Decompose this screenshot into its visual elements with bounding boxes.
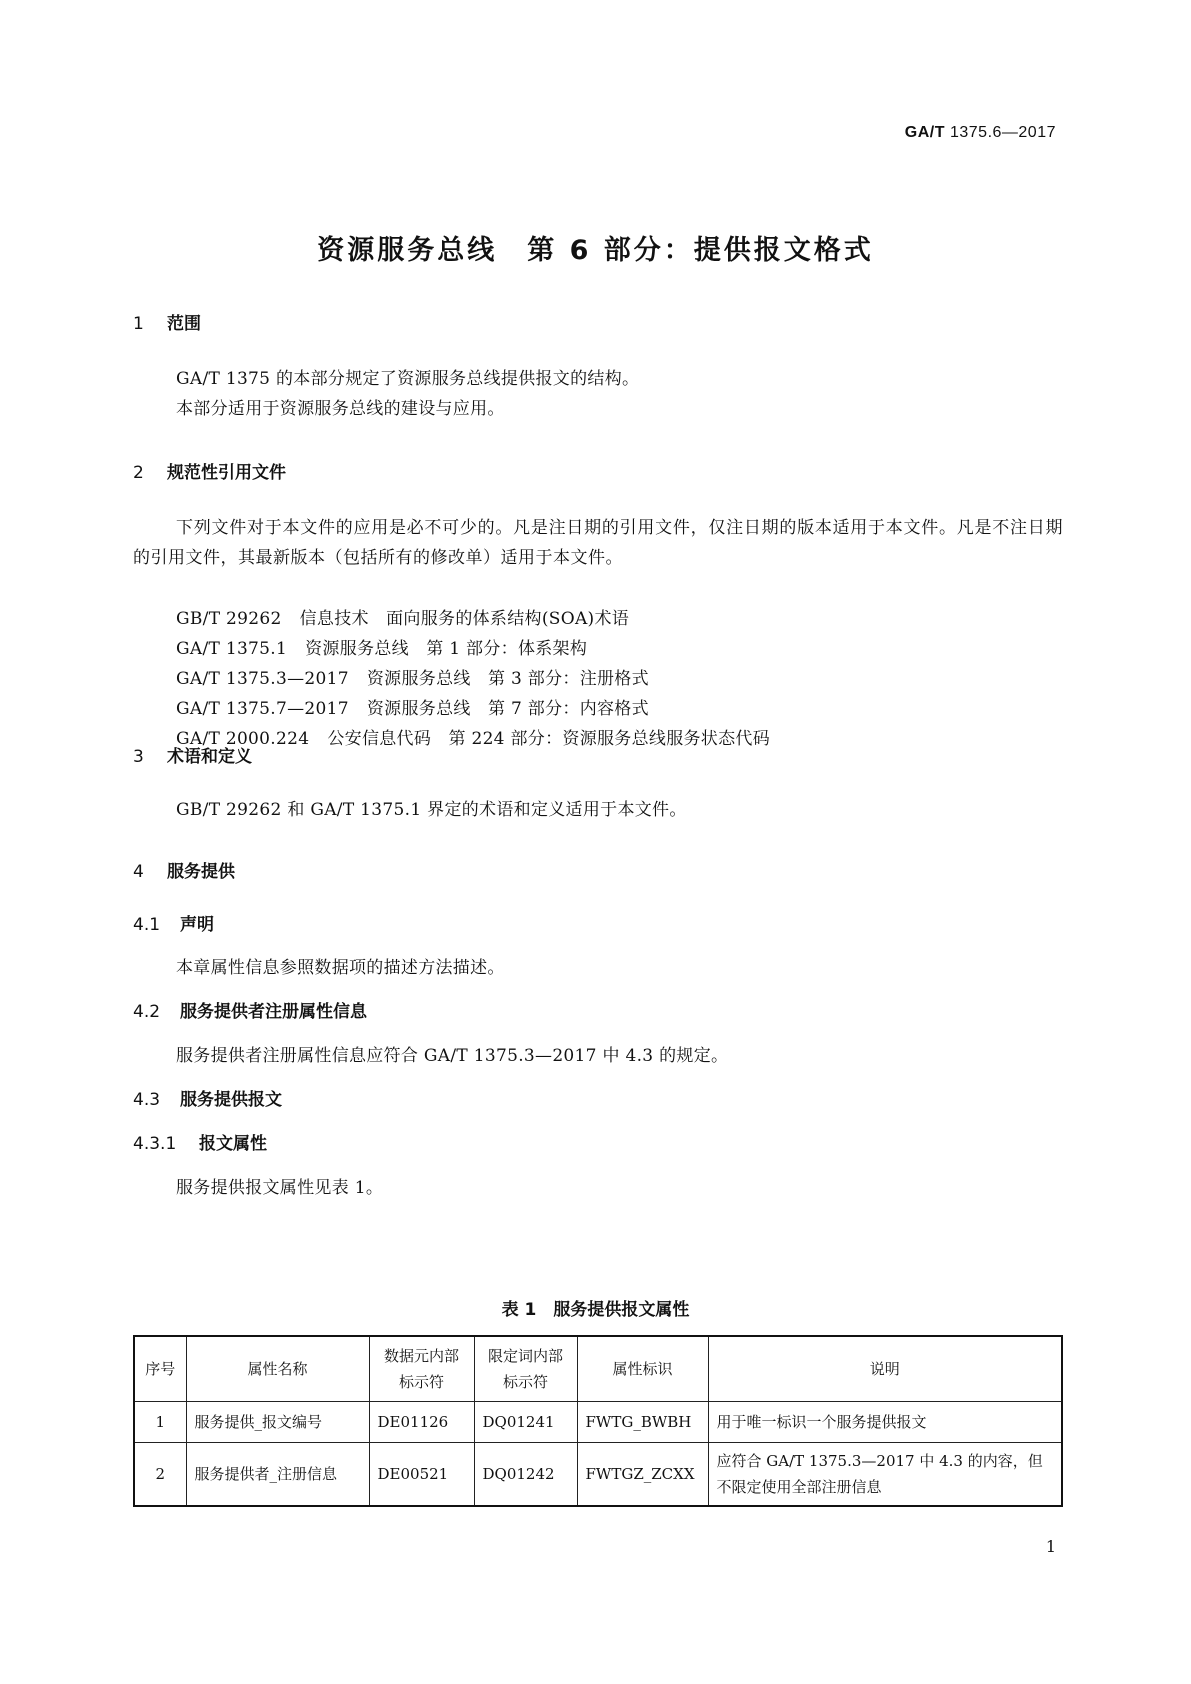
reference-title: 资源服务总线 第 3 部分：注册格式 bbox=[366, 669, 649, 689]
standard-code: GA/T bbox=[904, 124, 946, 141]
table-caption: 表 1 服务提供报文属性 bbox=[501, 1300, 690, 1320]
standard-edition: 1375.6—2017 bbox=[949, 124, 1056, 141]
section-4-heading bbox=[133, 857, 235, 882]
section-4-3-1-heading bbox=[133, 1129, 267, 1154]
table-cell: 1 bbox=[134, 1402, 186, 1443]
header-cell: 说明 bbox=[708, 1336, 1062, 1402]
reference-item bbox=[176, 664, 770, 694]
reference-code: GA/T 1375.3—2017 bbox=[176, 669, 349, 689]
reference-title: 资源服务总线 第 7 部分：内容格式 bbox=[366, 699, 649, 719]
table-cell: 用于唯一标识一个服务提供报文 bbox=[708, 1402, 1062, 1443]
header-cell: 属性名称 bbox=[186, 1336, 369, 1402]
header-cell: 属性标识 bbox=[577, 1336, 708, 1402]
document-title: 资源服务总线 第 6 部分：提供报文格式 bbox=[317, 235, 874, 266]
table-cell: 2 bbox=[134, 1443, 186, 1507]
section-number: 2 bbox=[133, 463, 144, 483]
table-header-row bbox=[134, 1336, 1062, 1402]
section-title: 服务提供报文 bbox=[180, 1090, 282, 1110]
reference-item bbox=[176, 604, 770, 634]
section-number: 4.1 bbox=[133, 915, 161, 935]
header-cell: 数据元内部标示符 bbox=[369, 1336, 474, 1402]
paragraph: 本章属性信息参照数据项的描述方法描述。 bbox=[176, 958, 505, 978]
section-title: 报文属性 bbox=[199, 1134, 267, 1154]
attribute-table bbox=[133, 1335, 1063, 1507]
normative-reference-list bbox=[176, 604, 770, 754]
table-cell: FWTGZ_ZCXX bbox=[577, 1443, 708, 1507]
standard-number bbox=[905, 124, 1056, 142]
table-row bbox=[134, 1402, 1062, 1443]
section-number: 3 bbox=[133, 747, 144, 767]
table-cell: 应符合 GA/T 1375.3—2017 中 4.3 的内容，但不限定使用全部注册信息 bbox=[708, 1443, 1062, 1507]
section-number: 4.2 bbox=[133, 1002, 161, 1022]
section-title: 规范性引用文件 bbox=[167, 463, 286, 483]
reference-item bbox=[176, 724, 770, 754]
reference-title: 信息技术 面向服务的体系结构(SOA)术语 bbox=[299, 609, 630, 629]
table-cell: DQ01242 bbox=[474, 1443, 577, 1507]
section-title: 声明 bbox=[180, 915, 214, 935]
paragraph: 服务提供报文属性见表 1。 bbox=[176, 1178, 384, 1198]
page-number: 1 bbox=[1045, 1537, 1056, 1556]
header-cell: 序号 bbox=[134, 1336, 186, 1402]
paragraph: 服务提供者注册属性信息应符合 GA/T 1375.3—2017 中 4.3 的规定。 bbox=[176, 1046, 729, 1066]
section-4-3-heading bbox=[133, 1085, 282, 1110]
table-cell: 服务提供者_注册信息 bbox=[186, 1443, 369, 1507]
section-number: 4 bbox=[133, 862, 144, 882]
table-cell: FWTG_BWBH bbox=[577, 1402, 708, 1443]
paragraph: 下列文件对于本文件的应用是必不可少的。凡是注日期的引用文件，仅注日期的版本适用于本文件。凡是不注日期的引用文件，其最新版本（包括所有的修改单）适用于本文件。 bbox=[133, 518, 1063, 568]
table-row bbox=[134, 1443, 1062, 1507]
section-number: 1 bbox=[133, 314, 144, 334]
reference-code: GB/T 29262 bbox=[176, 609, 282, 629]
section-4-1-heading bbox=[133, 910, 214, 935]
section-title: 服务提供 bbox=[167, 862, 235, 882]
section-number: 4.3.1 bbox=[133, 1134, 177, 1154]
section-title: 术语和定义 bbox=[167, 747, 252, 767]
reference-code: GA/T 1375.7—2017 bbox=[176, 699, 349, 719]
table-cell: 服务提供_报文编号 bbox=[186, 1402, 369, 1443]
section-number: 4.3 bbox=[133, 1090, 161, 1110]
reference-item bbox=[176, 694, 770, 724]
section-title: 服务提供者注册属性信息 bbox=[180, 1002, 367, 1022]
header-cell: 限定词内部标示符 bbox=[474, 1336, 577, 1402]
section-3-heading bbox=[133, 742, 252, 767]
paragraph: 本部分适用于资源服务总线的建设与应用。 bbox=[176, 399, 505, 419]
reference-title: 资源服务总线 第 1 部分：体系架构 bbox=[305, 639, 588, 659]
section-1-heading bbox=[133, 309, 201, 334]
section-title: 范围 bbox=[167, 314, 201, 334]
reference-code: GA/T 1375.1 bbox=[176, 639, 288, 659]
reference-item bbox=[176, 634, 770, 664]
paragraph: GB/T 29262 和 GA/T 1375.1 界定的术语和定义适用于本文件。 bbox=[176, 800, 687, 820]
section-4-2-heading bbox=[133, 997, 367, 1022]
table-cell: DE00521 bbox=[369, 1443, 474, 1507]
section-2-heading bbox=[133, 458, 286, 483]
reference-title: 公安信息代码 第 224 部分：资源服务总线服务状态代码 bbox=[327, 729, 770, 749]
table-cell: DQ01241 bbox=[474, 1402, 577, 1443]
reference-code: GA/T 2000.224 bbox=[176, 729, 310, 749]
paragraph: GA/T 1375 的本部分规定了资源服务总线提供报文的结构。 bbox=[176, 369, 640, 389]
table-cell: DE01126 bbox=[369, 1402, 474, 1443]
